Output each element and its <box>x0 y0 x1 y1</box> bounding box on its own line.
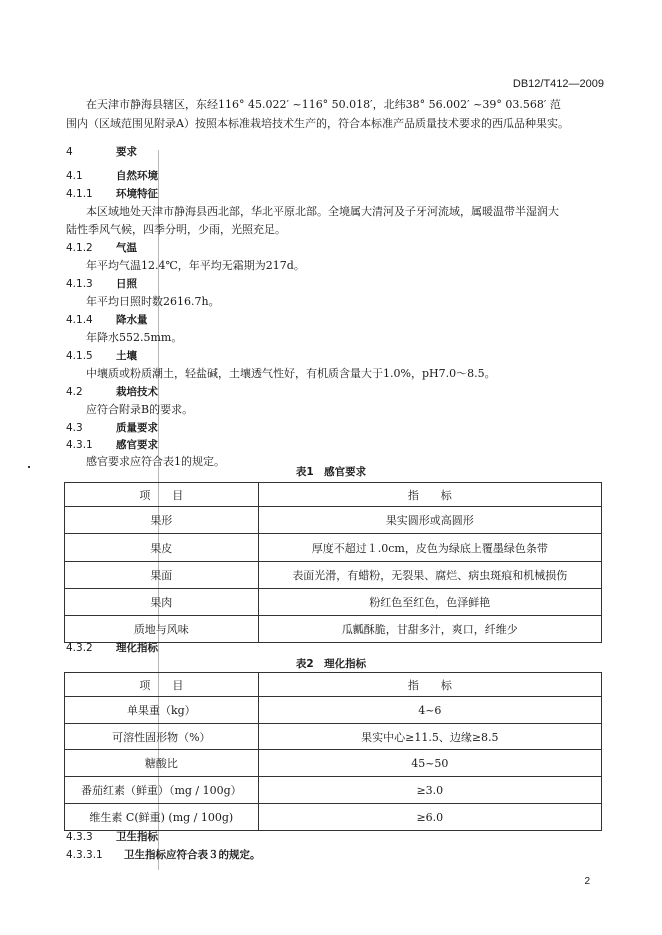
section-title: 环境特征 <box>116 188 158 200</box>
section-4-1-1-heading <box>66 186 158 201</box>
section-title: 卫生指标应符合表３的规定。 <box>124 849 261 861</box>
table-cell: 45~50 <box>258 750 601 777</box>
section-number: 4.1.5 <box>66 350 93 362</box>
env-text-line-1: 本区域地处天津市静海县西北部，华北平原北部。全境属大清河及子牙河流域，属暖温带半湿润大 <box>86 205 559 218</box>
section-title: 气温 <box>116 242 137 254</box>
cultivation-text: 应符合附录B的要求。 <box>86 403 194 416</box>
table-header-cell: 指 标 <box>258 483 601 507</box>
section-4-3-heading <box>66 420 158 435</box>
table-cell: 果形 <box>65 507 259 534</box>
section-title: 栽培技术 <box>116 386 158 398</box>
precipitation-text: 年降水552.5mm。 <box>86 331 183 344</box>
section-number: 4.3.1 <box>66 439 93 451</box>
table-row <box>65 534 602 562</box>
table-header-cell: 项 目 <box>65 483 259 507</box>
section-number: 4.1 <box>66 170 83 182</box>
section-number: 4 <box>66 146 73 158</box>
sensory-table <box>64 482 602 643</box>
table-row <box>65 777 602 804</box>
section-number: 4.3.2 <box>66 642 93 654</box>
section-4-3-3-1-heading <box>66 847 261 862</box>
table-header-row <box>65 483 602 507</box>
table-cell: 果皮 <box>65 534 259 562</box>
section-title: 日照 <box>116 278 137 290</box>
section-4-1-2-heading <box>66 240 137 255</box>
table-cell: 可溶性固形物（%） <box>65 724 259 750</box>
section-4-heading <box>66 144 137 159</box>
section-title: 质量要求 <box>116 422 158 434</box>
table-row <box>65 724 602 750</box>
section-title: 要求 <box>116 146 137 158</box>
sunshine-text: 年平均日照时数2616.7h。 <box>86 295 220 308</box>
section-number: 4.3.3 <box>66 831 93 843</box>
section-number: 4.1.3 <box>66 278 93 290</box>
table-cell: 表面光滑，有蜡粉，无裂果、腐烂、病虫斑痕和机械损伤 <box>258 562 601 589</box>
section-title: 感官要求 <box>116 439 158 451</box>
table-cell: 粉红色至红色，色泽鲜艳 <box>258 589 601 616</box>
section-4-2-heading <box>66 384 158 399</box>
section-title: 卫生指标 <box>116 831 158 843</box>
page-number: 2 <box>584 876 590 887</box>
soil-text: 中壤质或粉质潮土，轻盐碱，土壤透气性好，有机质含量大于1.0%，pH7.0～8.5。 <box>86 367 496 380</box>
table-cell: 果面 <box>65 562 259 589</box>
table-row <box>65 589 602 616</box>
table-row <box>65 507 602 534</box>
table-cell: 糖酸比 <box>65 750 259 777</box>
section-number: 4.3.3.1 <box>66 849 103 861</box>
table-cell: 4~6 <box>258 697 601 724</box>
section-4-3-3-heading <box>66 829 158 844</box>
table-cell: 维生素 C(鲜重) (mg / 100g) <box>65 804 259 831</box>
section-title: 理化指标 <box>116 642 158 654</box>
table-cell: 果实中心≥11.5、边缘≥8.5 <box>258 724 601 750</box>
table-row <box>65 804 602 831</box>
section-number: 4.1.4 <box>66 314 93 326</box>
standard-number: DB12/T412—2009 <box>512 78 604 90</box>
table-header-row <box>65 673 602 697</box>
table-cell: 质地与风味 <box>65 616 259 643</box>
physicochemical-table <box>64 672 602 831</box>
table-row <box>65 616 602 643</box>
section-4-1-5-heading <box>66 348 137 363</box>
section-4-3-1-heading <box>66 437 158 452</box>
section-4-3-2-heading <box>66 640 158 655</box>
section-4-1-4-heading <box>66 312 148 327</box>
section-number: 4.1.2 <box>66 242 93 254</box>
table-cell: 瓜瓤酥脆，甘甜多汁，爽口，纤维少 <box>258 616 601 643</box>
table-cell: 厚度不超过１.0cm，皮色为绿底上覆墨绿色条带 <box>258 534 601 562</box>
section-title: 降水量 <box>116 314 148 326</box>
table-cell: 单果重（kg） <box>65 697 259 724</box>
intro-line-2: 围内（区域范围见附录A）按照本标准栽培技术生产的，符合本标准产品质量技术要求的西瓜品种果实。 <box>66 117 569 130</box>
table-row <box>65 697 602 724</box>
table-cell: 果实圆形或高圆形 <box>258 507 601 534</box>
intro-line-1: 在天津市静海县辖区，东经116° 45.022′ ~116° 50.018′，北纬38° 56.002′ ~39° 03.568′ 范 <box>86 98 561 111</box>
sensory-text: 感官要求应符合表1的规定。 <box>86 455 225 468</box>
section-number: 4.1.1 <box>66 188 93 200</box>
table-cell: ≥6.0 <box>258 804 601 831</box>
table-header-cell: 指 标 <box>258 673 601 697</box>
table-header-cell: 项 目 <box>65 673 259 697</box>
table-cell: ≥3.0 <box>258 777 601 804</box>
section-4-1-heading <box>66 168 158 183</box>
table2-caption: 表2 理化指标 <box>295 658 367 670</box>
table-row <box>65 750 602 777</box>
section-number: 4.2 <box>66 386 83 398</box>
table-cell: 番茄红素（鲜重）（mg / 100g） <box>65 777 259 804</box>
section-4-1-3-heading <box>66 276 137 291</box>
section-number: 4.3 <box>66 422 83 434</box>
temperature-text: 年平均气温12.4℃，年平均无霜期为217d。 <box>86 259 305 272</box>
table-cell: 果肉 <box>65 589 259 616</box>
section-title: 土壤 <box>116 350 137 362</box>
env-text-line-2: 陆性季风气候，四季分明，少雨，光照充足。 <box>66 223 286 236</box>
section-title: 自然环境 <box>116 170 158 182</box>
table1-caption: 表1 感官要求 <box>295 466 367 478</box>
table-row <box>65 562 602 589</box>
